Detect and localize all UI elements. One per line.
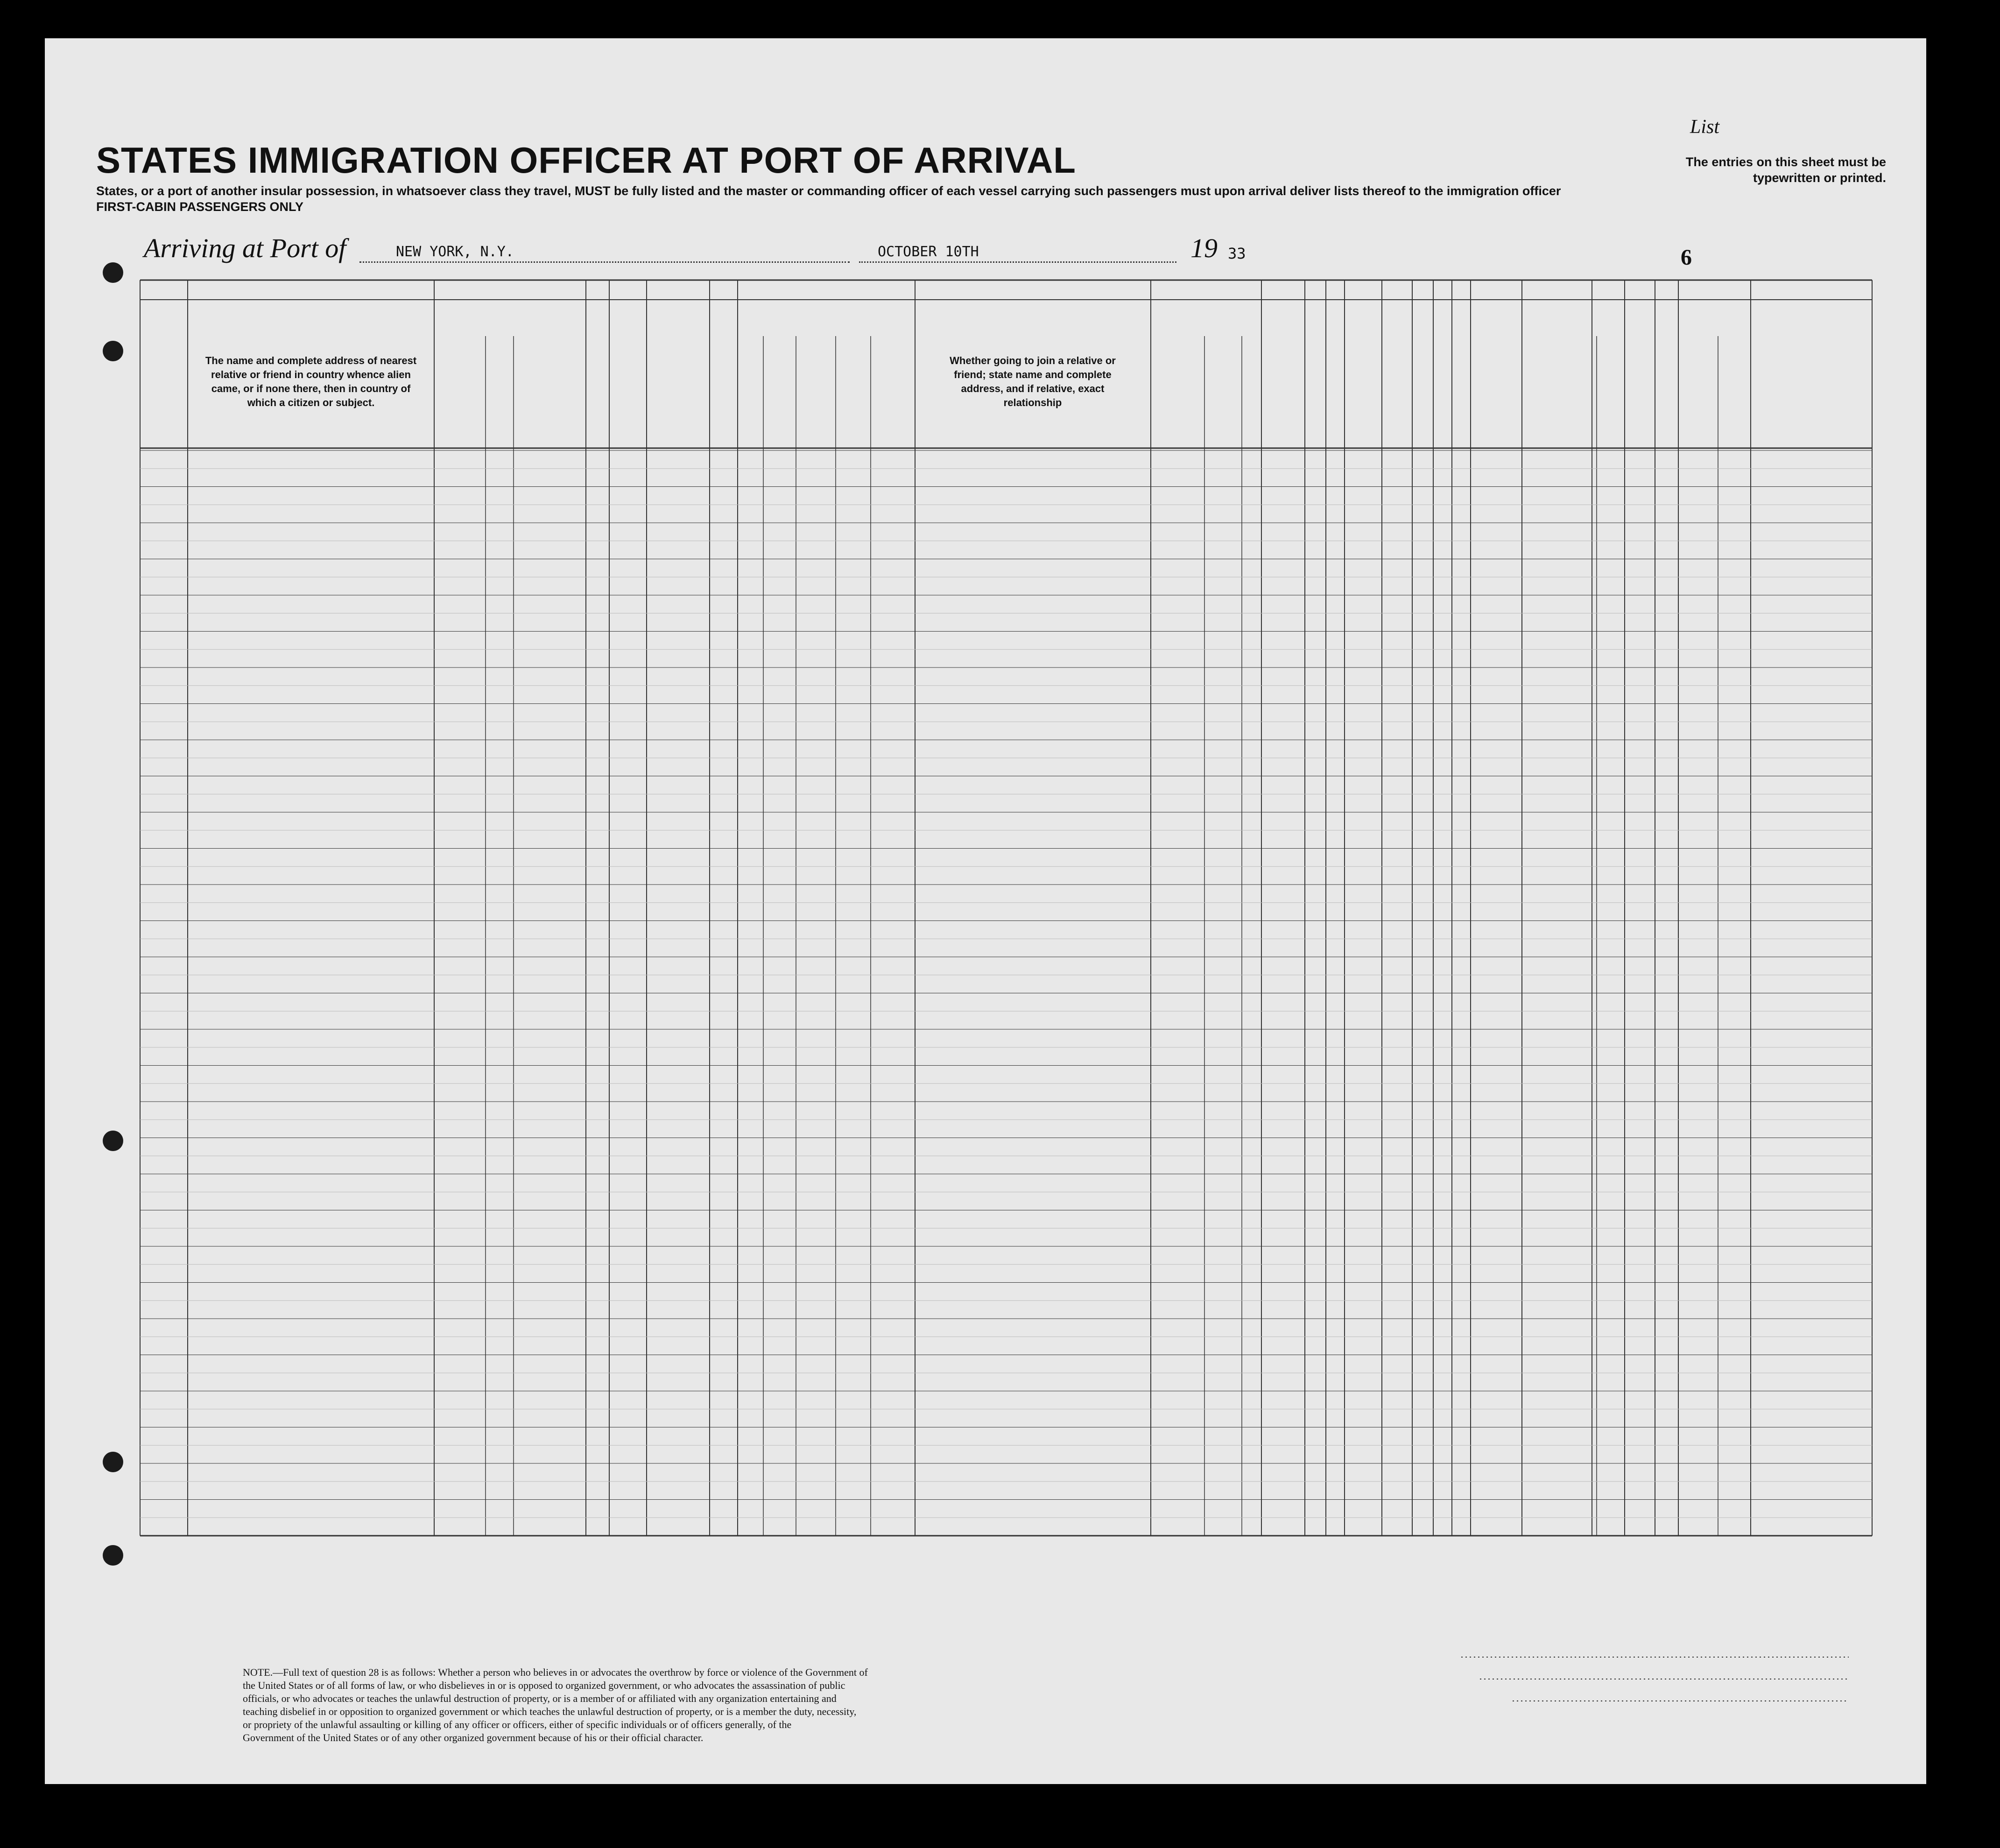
- header-joining-line: friend; state name and complete: [954, 369, 1112, 380]
- header-joining-line: Whether going to join a relative or: [950, 355, 1116, 366]
- header-relative-line: which a citizen or subject.: [247, 397, 375, 408]
- header-joining-line: relationship: [1003, 397, 1062, 408]
- arriving-label: Arriving at Port of: [144, 233, 346, 263]
- footer-note-line: or propriety of the unlawful assaulting or killing of any officer or officers, either of specific individuals or of officers generally, of the: [243, 1719, 792, 1730]
- list-label: List: [1690, 116, 1720, 138]
- footer-note-line: teaching disbelief in or opposition to organized government or which teaches the unlawful destruction of property, or is a member the duty, necessity,: [243, 1706, 857, 1717]
- page-title: STATES IMMIGRATION OFFICER AT PORT OF ARRIVAL: [96, 140, 1076, 181]
- footer-note-line: officials, or who advocates or teaches the unlawful destruction of property, or is a member of or affiliated with any organization entertaining and: [243, 1693, 837, 1704]
- instructions-line-1: States, or a port of another insular possession, in whatsoever class they travel, MUST be fully listed and the master or commanding officer of each vessel carrying such passengers must upon arrival deliver lists thereof to the immigration officer: [96, 184, 1561, 198]
- date-value: OCTOBER 10TH: [878, 244, 979, 260]
- port-value: NEW YORK, N.Y.: [396, 244, 514, 260]
- footer-note-line: NOTE.—Full text of question 28 is as follows: Whether a person who believes in or advocates the overthrow by force or violence of the Government of: [243, 1666, 868, 1678]
- sheet-number: 6: [1681, 245, 1692, 270]
- footer-note-line: the United States or of all forms of law, or who disbelieves in or is opposed to organized government, or who advocates the assassination of public: [243, 1679, 845, 1691]
- year-prefix: 19: [1190, 233, 1218, 263]
- header-joining-line: address, and if relative, exact: [961, 383, 1105, 394]
- header-relative-line: The name and complete address of nearest: [205, 355, 417, 366]
- instructions-line-2: FIRST-CABIN PASSENGERS ONLY: [96, 200, 304, 214]
- entries-note: The entries on this sheet must be typewritten or printed.: [1685, 155, 1886, 185]
- header-relative-line: relative or friend in country whence alien: [211, 369, 411, 380]
- footer-note-line: Government of the United States or of any other organized government because of his or their official character.: [243, 1732, 704, 1743]
- header-relative-line: came, or if none there, then in country of: [211, 383, 411, 394]
- year-suffix: 33: [1228, 245, 1246, 262]
